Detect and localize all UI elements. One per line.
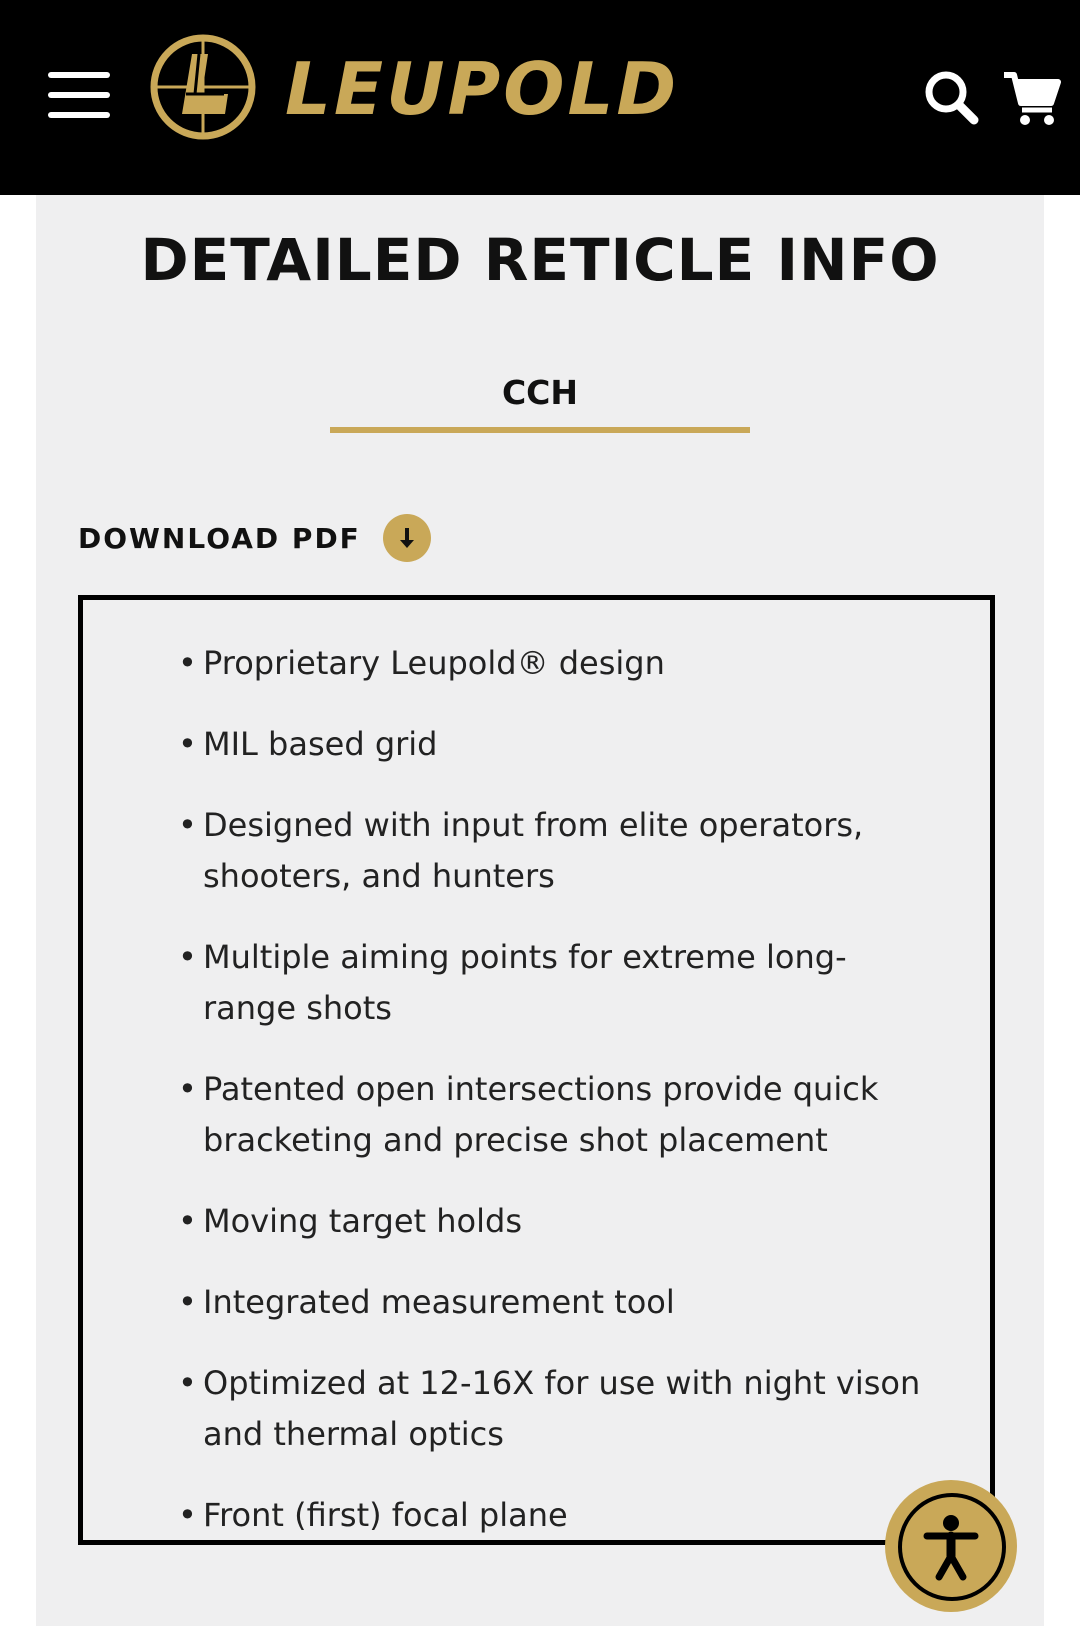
accessibility-button[interactable] (885, 1480, 1017, 1612)
features-box (78, 595, 995, 1545)
hamburger-menu-icon[interactable] (48, 72, 110, 118)
features-list (178, 638, 938, 1571)
page-title: DETAILED RETICLE INFO (140, 226, 940, 294)
list-item: • Optimized at 12-16X for use with night vison and thermal optics (178, 1358, 938, 1460)
download-pdf-label: DOWNLOAD PDF (78, 521, 361, 555)
list-item: • Front (first) focal plane (178, 1490, 938, 1541)
search-icon[interactable] (922, 68, 980, 126)
accessibility-person-icon (885, 1480, 1017, 1612)
download-pdf-button[interactable] (78, 512, 431, 564)
leupold-logo-icon[interactable] (148, 32, 258, 142)
site-header (0, 0, 1080, 195)
list-item: • Proprietary Leupold® design (178, 638, 938, 689)
tab-cch[interactable] (330, 365, 750, 433)
list-item: • MIL based grid (178, 719, 938, 770)
list-item: • Moving target holds (178, 1196, 938, 1247)
download-arrow-icon (383, 514, 431, 562)
tab-label: CCH (501, 373, 579, 412)
brand-wordmark[interactable]: LEUPOLD (285, 47, 680, 131)
list-item: • Integrated measurement tool (178, 1277, 938, 1328)
cart-icon[interactable] (1002, 70, 1062, 126)
reticle-info-panel (36, 195, 1044, 1626)
list-item: • Patented open intersections provide quick bracketing and precise shot placement (178, 1064, 938, 1166)
active-tab-indicator (330, 427, 750, 433)
list-item: • Multiple aiming points for extreme long-range shots (178, 932, 938, 1034)
list-item: • Designed with input from elite operators, shooters, and hunters (178, 800, 938, 902)
